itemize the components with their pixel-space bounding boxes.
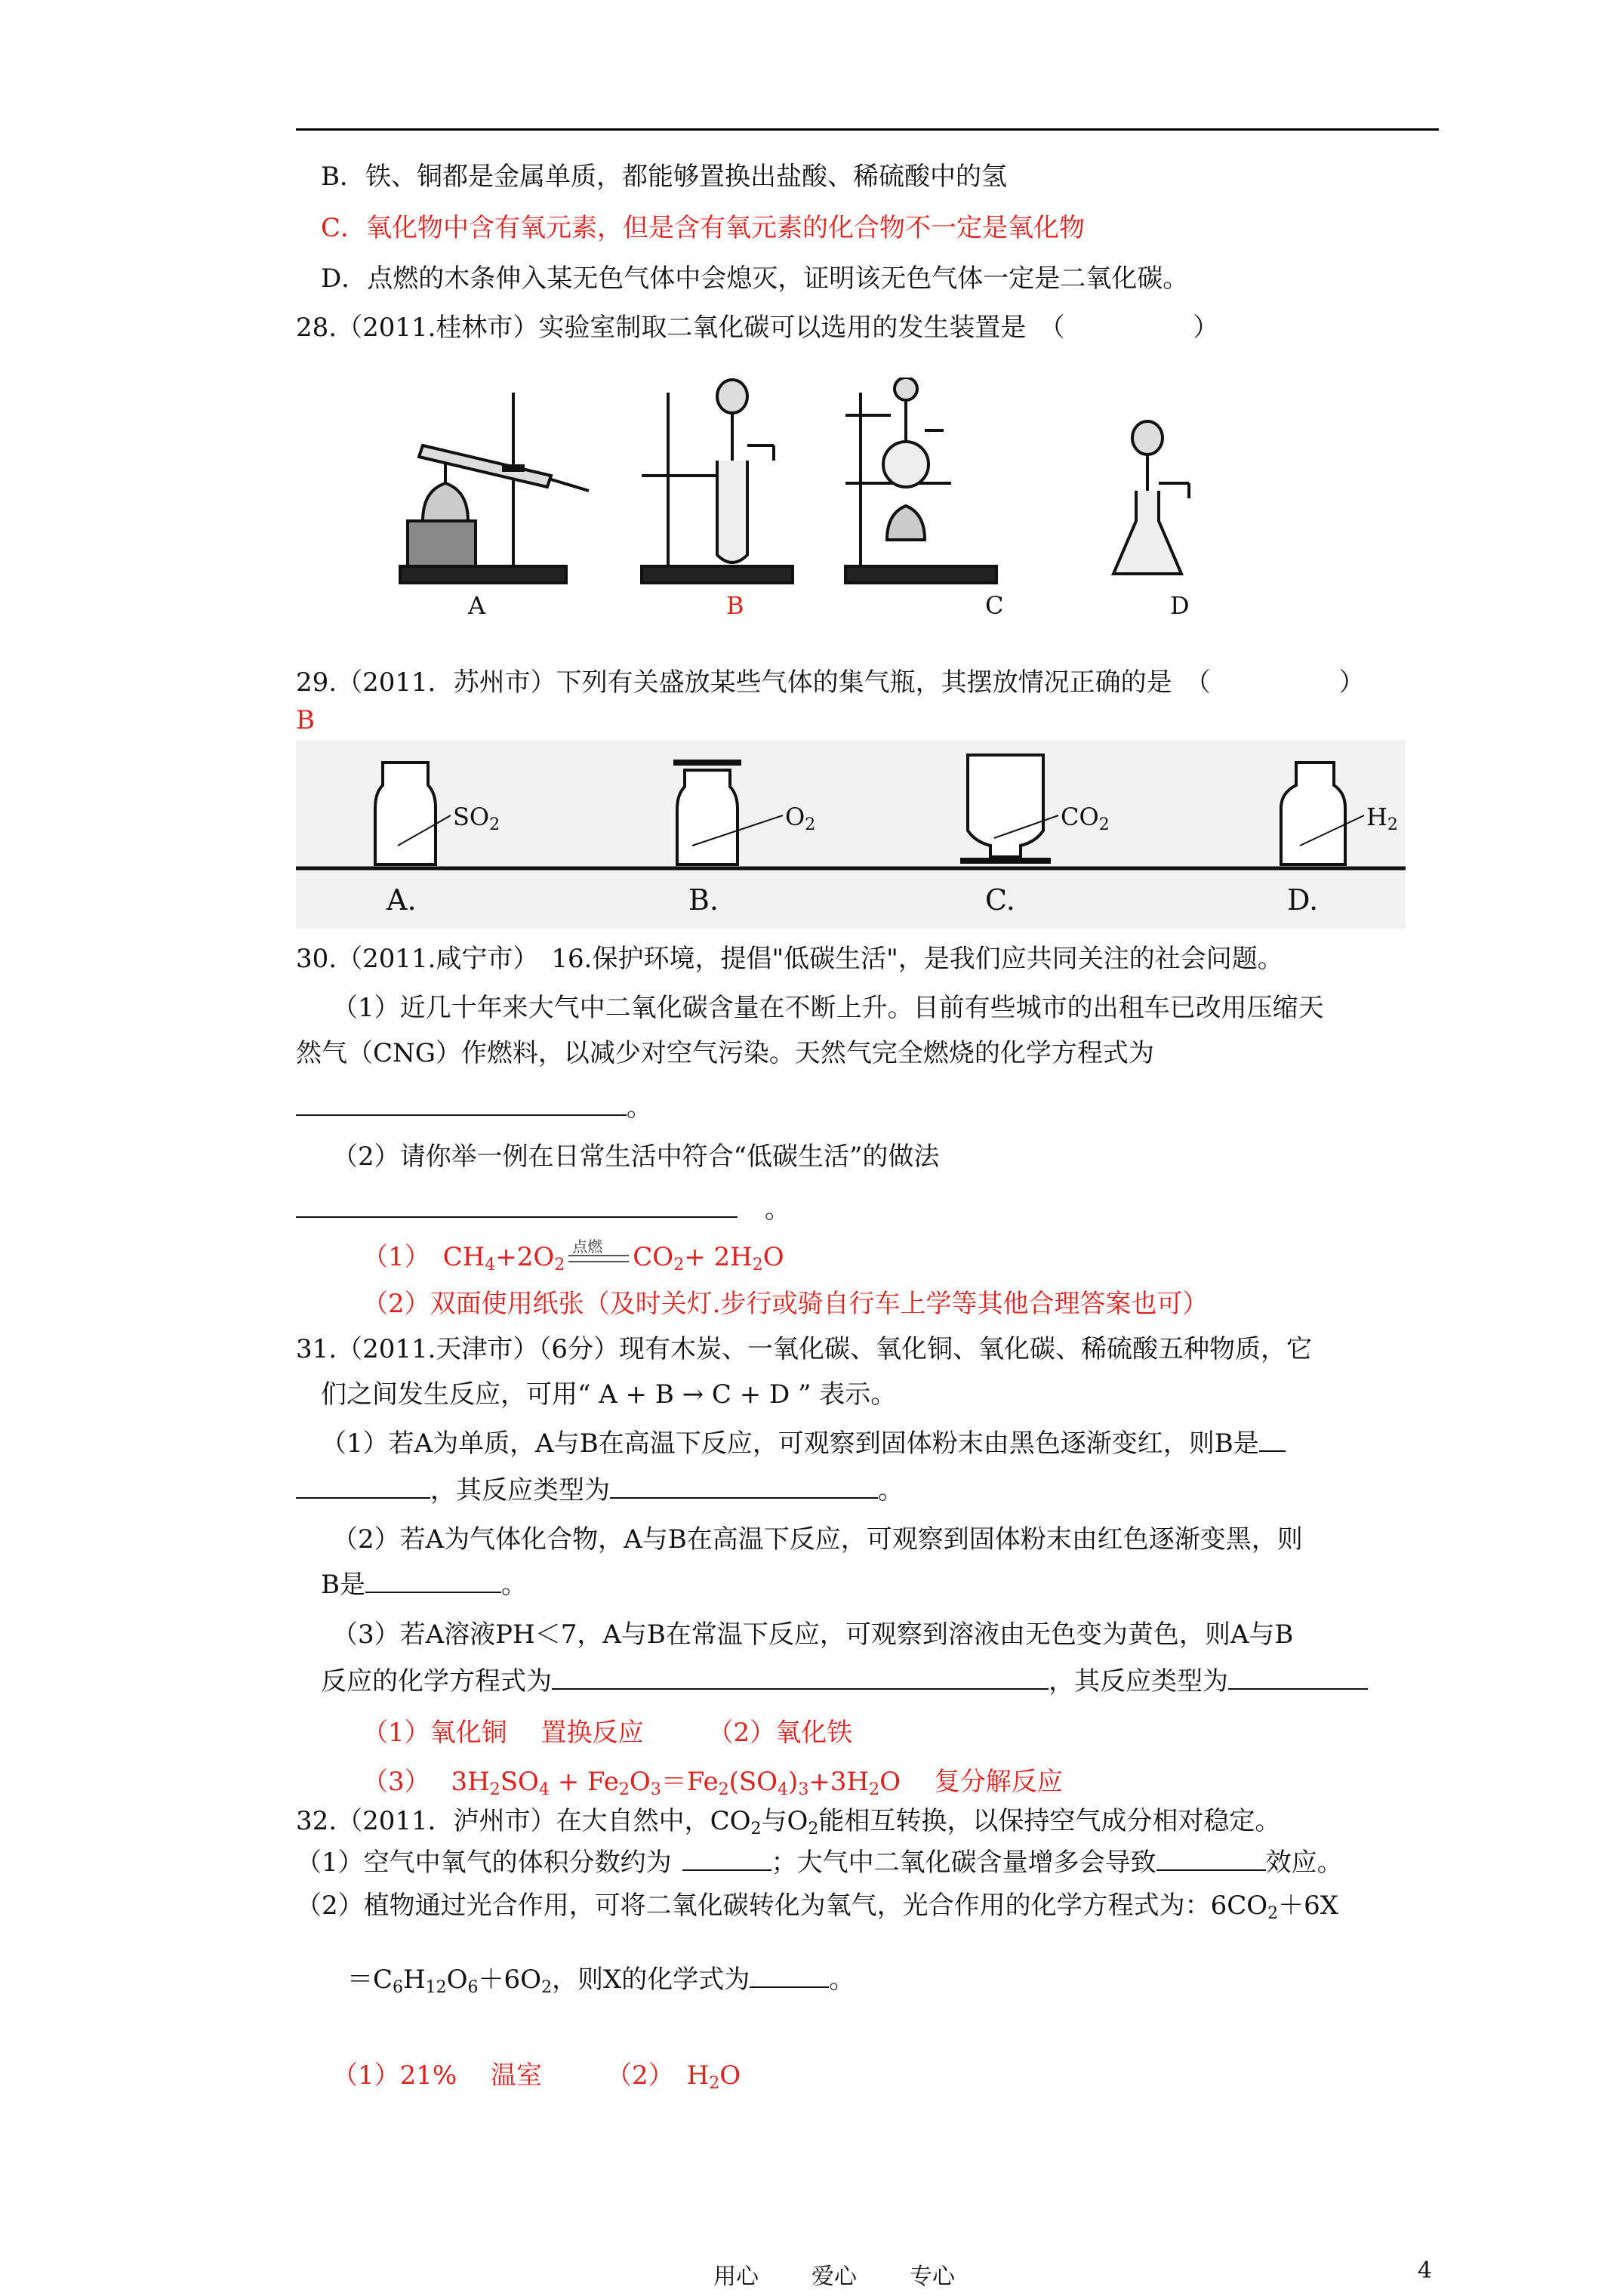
footer-text-3: 专心 — [910, 2264, 955, 2290]
answer-blank — [552, 1666, 1049, 1690]
q32-part2-line1: （2）植物通过光合作用，可将二氧化碳转化为氧气，光合作用的化学方程式为：$6CO_2+6X$ — [296, 1891, 1338, 1923]
answer-blank — [365, 1569, 501, 1593]
q31-answer-1-2: （1）氧化铜 置换反应 （2）氧化铁 — [362, 1718, 853, 1748]
answer-blank — [1156, 1847, 1266, 1871]
header-rule — [296, 128, 1439, 131]
q29-label-a: A. — [387, 883, 417, 917]
footer-text-2: 爱心 — [812, 2264, 857, 2290]
q32-part2-line2: $=C_6H_{12}O_6+6O_2$，则X的化学式为 。 — [347, 1965, 855, 1997]
q32-part1: （1）空气中氧气的体积分数约为 ；大气中二氧化碳含量增多会导致 效应。 — [296, 1848, 1343, 1878]
jar-c-inverted — [968, 755, 1043, 857]
reaction-condition: 点燃 — [572, 1237, 603, 1256]
answer-blank — [296, 1092, 627, 1116]
apparatus-c — [845, 378, 996, 583]
jar-b — [677, 770, 738, 864]
q28-apparatus-figure — [393, 378, 1268, 627]
q31-part1-line1: （1）若A为单质，A与B在高温下反应，可观察到固体粉末由黑色逐渐变红，则B是 — [321, 1427, 1286, 1460]
q29-gas-c: $CO_2$ — [1061, 803, 1110, 834]
answer-blank — [750, 1964, 829, 1988]
answer-blank — [296, 1194, 738, 1218]
q32-answer: （1）21% 温室 （2） $H_2O$ — [332, 2060, 741, 2093]
q31-stem-line2: 们之间发生反应，可用“ A + B → C + D ” 表示。 — [321, 1379, 897, 1410]
answer-blank — [682, 1847, 771, 1871]
answer-blank — [1259, 1428, 1286, 1452]
q28-label-a: A — [468, 591, 486, 620]
q27-option-b: B．铁、铜都是金属单质，都能够置换出盐酸、稀硫酸中的氢 — [321, 162, 1007, 192]
q27-option-d: D．点燃的木条伸入某无色气体中会熄灭，证明该无色气体一定是二氧化碳。 — [321, 264, 1189, 294]
apparatus-b — [642, 380, 793, 583]
q32-stem: 32.（2011．泸州市）在大自然中，$CO_2$与$O_2$能相互转换，以保持空气成分相对稳定。 — [296, 1806, 1281, 1838]
q28-stem: 28.（2011.桂林市）实验室制取二氧化碳可以选用的发生装置是 （ ） — [296, 313, 1219, 343]
apparatus-a — [400, 393, 589, 583]
answer-blank — [610, 1475, 878, 1499]
q30-stem: 30.（2011.咸宁市） 16.保护环境，提倡"低碳生活"，是我们应共同关注的社会问题。 — [296, 944, 1283, 974]
q31-part3-line1: （3）若A溶液PH＜7，A与B在常温下反应，可观察到溶液由无色变为黄色，则A与B — [332, 1620, 1294, 1650]
q30-answer-1: （1） $CH_4+2O_2$ 点燃 $CO_2+ 2H_2O$ — [362, 1240, 784, 1282]
q31-part1-line2: ，其反应类型为 。 — [296, 1474, 904, 1507]
q31-part2-line1: （2）若A为气体化合物，A与B在高温下反应，可观察到固体粉末由红色逐渐变黑，则 — [332, 1524, 1303, 1555]
q28-label-c: C — [985, 591, 1004, 620]
page-number: 4 — [1418, 2257, 1433, 2284]
jar-a — [375, 763, 436, 864]
q30-part1-line1: （1）近几十年来大气中二氧化碳含量在不断上升。目前有些城市的出租车已改用压缩天 — [332, 993, 1324, 1023]
q28-label-d: D — [1170, 591, 1190, 620]
apparatus-d — [1113, 421, 1189, 574]
q31-stem-line1: 31.（2011.天津市）（6分）现有木炭、一氧化碳、氧化铜、氧化碳、稀硫酸五种物质，它 — [296, 1334, 1313, 1364]
q28-label-b-answer: B — [726, 591, 744, 620]
q29-gas-b: $O_2$ — [785, 803, 816, 834]
q27-option-c-answer: C．氧化物中含有氧元素，但是含有氧元素的化合物不一定是氧化物 — [321, 213, 1086, 243]
q30-part1-blank-line: 。 — [296, 1091, 652, 1124]
answer-blank — [1228, 1666, 1368, 1690]
q30-part2-blank-line: 。 — [296, 1193, 790, 1226]
answer-blank — [296, 1475, 430, 1499]
q29-answer: B — [296, 705, 315, 735]
q29-stem: 29.（2011．苏州市）下列有关盛放某些气体的集气瓶，其摆放情况正确的是 （ ） — [296, 667, 1365, 698]
q30-part1-line2: 然气（CNG）作燃料，以减少对空气污染。天然气完全燃烧的化学方程式为 — [296, 1038, 1154, 1068]
footer-text-1: 用心 — [713, 2264, 759, 2290]
q31-part3-line2: 反应的化学方程式为 ，其反应类型为 — [321, 1665, 1368, 1698]
q29-label-d: D. — [1287, 883, 1319, 917]
q31-part2-line2: B是 。 — [321, 1570, 527, 1600]
q30-part2: （2）请你举一例在日常生活中符合“低碳生活”的做法 — [332, 1142, 940, 1172]
q29-gas-a: $SO_2$ — [453, 803, 500, 834]
q29-gas-d: $H_2$ — [1366, 803, 1398, 834]
q29-label-c: C. — [985, 883, 1015, 917]
q30-answer-2: （2）双面使用纸张（及时关灯.步行或骑自行车上学等其他合理答案也可） — [362, 1289, 1209, 1319]
q29-gas-jars-figure — [296, 740, 1406, 929]
q29-label-b: B. — [688, 883, 719, 917]
q31-answer-3: （3） $3H_2SO_4 + Fe_2O_3=Fe_2(SO_4)_3+3H_2O$ 复分解反应 — [362, 1767, 1063, 1799]
